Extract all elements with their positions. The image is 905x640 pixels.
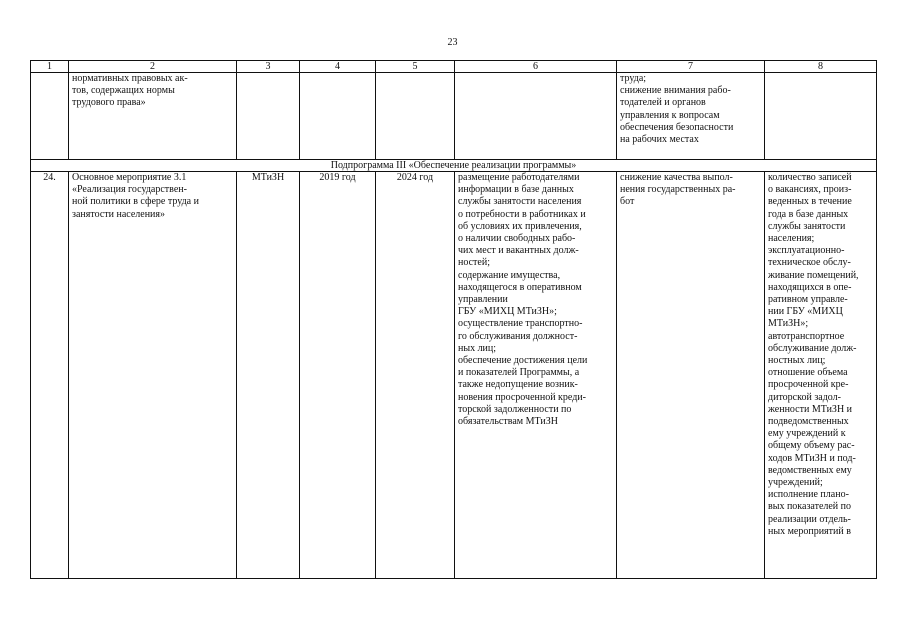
measure-content [455, 172, 617, 579]
column-header-4: 4 [300, 61, 376, 73]
column-header-1: 1 [31, 61, 69, 73]
content-line: обеспечение достижения цели [458, 355, 588, 367]
cont-name-line: тов, содержащих нормы [72, 85, 175, 97]
cont-cell-8 [765, 73, 877, 160]
measure-consequences [617, 172, 765, 579]
indicator-line: о вакансиях, произ- [768, 184, 852, 196]
content-line: содержание имущества, [458, 269, 561, 281]
content-line: о наличии свободных рабо- [458, 233, 576, 245]
content-line: ГБУ «МИХЦ МТиЗН»; [458, 306, 557, 318]
cont-cell-4 [300, 73, 376, 160]
column-header-7: 7 [617, 61, 765, 73]
indicator-line: населения; [768, 233, 815, 245]
indicator-line: года в базе данных [768, 208, 849, 220]
cont-cell-5 [376, 73, 455, 160]
cont-consequence-line: снижение внимания рабо- [620, 85, 731, 97]
indicator-line: отношение объема [768, 367, 848, 379]
cont-cell-2 [69, 73, 237, 160]
measure-start-year: 2019 год [300, 172, 376, 579]
subprogram-title: Подпрограмма III «Обеспечение реализации программы» [31, 160, 877, 172]
content-line: осуществление транспортно- [458, 318, 583, 330]
indicator-line: службы занятости [768, 220, 846, 232]
content-line: об условиях их привлечения, [458, 220, 582, 232]
column-number-row [31, 61, 877, 73]
indicator-line: учреждений; [768, 477, 823, 489]
content-line: информации в базе данных [458, 184, 574, 196]
column-header-8: 8 [765, 61, 877, 73]
content-line: ных лиц; [458, 342, 497, 354]
indicator-line: исполнение плано- [768, 489, 849, 501]
column-header-6: 6 [455, 61, 617, 73]
indicator-line: ему учреждений к [768, 428, 846, 440]
indicator-line: эксплуатационно- [768, 245, 845, 257]
measure-name-line: Основное мероприятие 3.1 [72, 172, 187, 183]
indicator-line: обслуживание долж- [768, 342, 857, 354]
content-line: также недопущение возник- [458, 379, 578, 391]
indicator-line: ративном управле- [768, 294, 848, 306]
cont-consequence-line: на рабочих местах [620, 134, 699, 146]
indicator-line: общему объему рас- [768, 440, 855, 452]
indicator-line: просроченной кре- [768, 379, 849, 391]
indicator-line: ведомственных ему [768, 464, 852, 476]
indicator-line: количество записей [768, 172, 852, 183]
measure-executor: МТиЗН [237, 172, 300, 579]
cont-consequence-line: управления к вопросам [620, 109, 720, 121]
measure-row [31, 172, 877, 579]
measure-name-line: занятости населения» [72, 208, 166, 220]
content-line: чих мест и вакантных долж- [458, 245, 579, 257]
measure-end-year: 2024 год [376, 172, 455, 579]
content-line: ностей; [458, 257, 490, 269]
content-line: службы занятости населения [458, 196, 582, 208]
indicator-line: техническое обслу- [768, 257, 851, 269]
indicator-line: ных мероприятий в [768, 525, 851, 537]
cont-name-line: нормативных правовых ак- [72, 73, 188, 84]
indicator-line: диторской задол- [768, 391, 841, 403]
content-line: находящегося в оперативном [458, 281, 582, 293]
cont-consequence-line: труда; [620, 73, 647, 84]
measure-name [69, 172, 237, 579]
indicator-line: подведомственных [768, 416, 849, 428]
measure-name-line: «Реализация государствен- [72, 184, 187, 196]
indicator-line: находящихся в опе- [768, 281, 852, 293]
content-line: обязательствам МТиЗН [458, 416, 558, 428]
cont-name-line: трудового права» [72, 97, 146, 109]
indicator-line: веденных в течение [768, 196, 852, 208]
cont-cell-3 [237, 73, 300, 160]
cont-cell-6 [455, 73, 617, 160]
page-number: 23 [447, 37, 458, 48]
measure-name-line: ной политики в сфере труда и [72, 196, 199, 208]
consequence-line: бот [620, 196, 635, 208]
content-line: торской задолженности по [458, 403, 572, 415]
cont-cell-7 [617, 73, 765, 160]
indicator-line: живание помещений, [768, 269, 859, 281]
indicator-line: ностных лиц; [768, 355, 826, 367]
content-line: го обслуживания должност- [458, 330, 578, 342]
indicator-line: женности МТиЗН и [768, 403, 853, 415]
indicator-line: ходов МТиЗН и под- [768, 452, 856, 464]
measure-indicators [765, 172, 877, 579]
cont-consequence-line: тодателей и органов [620, 97, 706, 109]
subprogram-row [31, 160, 877, 172]
content-line: о потребности в работниках и [458, 208, 586, 220]
consequence-line: снижение качества выпол- [620, 172, 733, 183]
content-line: размещение работодателями [458, 172, 580, 183]
content-line: управлении [458, 294, 508, 306]
cont-cell-1 [31, 73, 69, 160]
indicator-line: вых показателей по [768, 501, 852, 513]
indicator-line: нии ГБУ «МИХЦ [768, 306, 843, 318]
column-header-5: 5 [376, 61, 455, 73]
content-line: новения просроченной креди- [458, 391, 586, 403]
indicator-line: реализации отдель- [768, 513, 851, 525]
content-line: и показателей Программы, а [458, 367, 580, 379]
continuation-row [31, 73, 877, 160]
cont-consequence-line: обеспечения безопасности [620, 121, 734, 133]
measure-number: 24. [31, 172, 69, 579]
indicator-line: МТиЗН»; [768, 318, 809, 330]
column-header-3: 3 [237, 61, 300, 73]
indicator-line: автотранспортное [768, 330, 845, 342]
column-header-2: 2 [69, 61, 237, 73]
consequence-line: нения государственных ра- [620, 184, 736, 196]
measures-table [30, 60, 877, 579]
